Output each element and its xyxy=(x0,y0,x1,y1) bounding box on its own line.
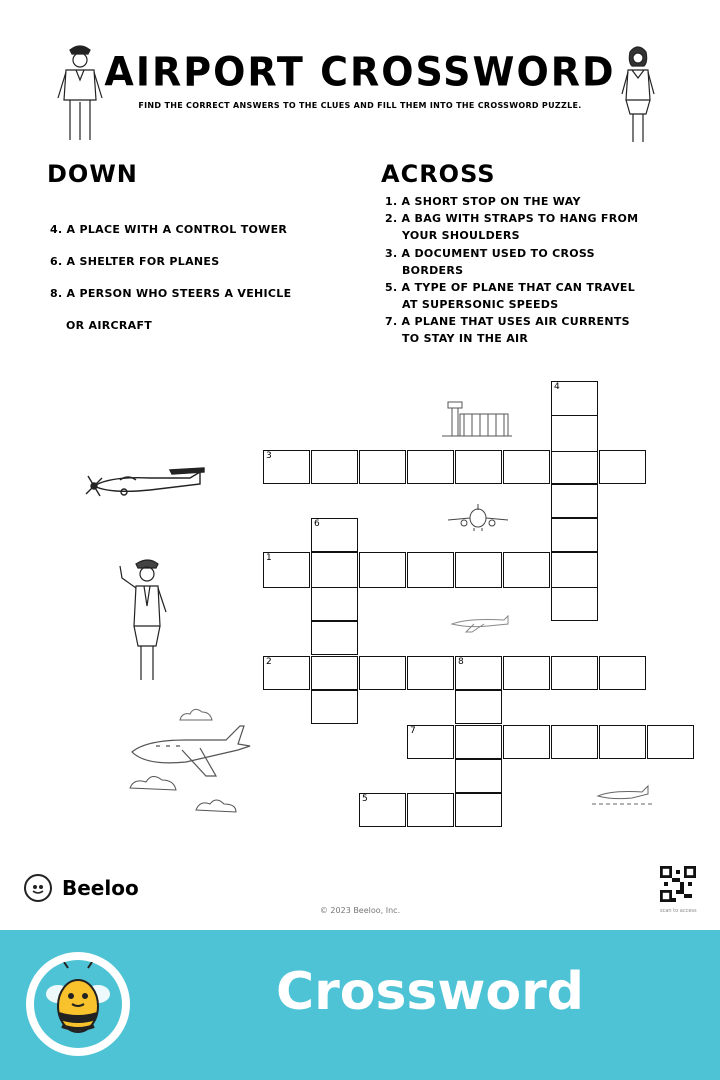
cell-across-3[interactable] xyxy=(359,450,406,484)
clue-number-6: 6 xyxy=(314,519,320,529)
bee-mascot-icon xyxy=(42,962,114,1042)
cell-across-1[interactable] xyxy=(503,552,550,588)
banner-title: Crossword xyxy=(275,962,585,1022)
clue-number-3: 3 xyxy=(266,451,272,461)
cell-across-3[interactable] xyxy=(551,450,598,484)
across-clue-7: 7. A PLANE THAT USES AIR CURRENTS TO STAY IN THE AIR xyxy=(385,315,630,345)
down-clue-8: 8. A PERSON WHO STEERS A VEHICLE xyxy=(50,287,292,300)
cell-across-3[interactable] xyxy=(263,450,310,484)
across-heading: ACROSS xyxy=(381,160,496,188)
cell-down-6[interactable] xyxy=(311,690,358,724)
cell-across-1[interactable] xyxy=(311,552,358,588)
cell-down-8[interactable] xyxy=(455,759,502,793)
cell-across-5[interactable] xyxy=(359,793,406,827)
page-title: AIRPORT CROSSWORD xyxy=(104,48,616,96)
brand-name: Beeloo xyxy=(62,876,139,900)
cell-across-7[interactable] xyxy=(455,725,502,759)
down-heading: DOWN xyxy=(47,160,138,188)
clue-number-8: 8 xyxy=(458,657,464,667)
cell-across-7[interactable] xyxy=(407,725,454,759)
across-clue-1: 1. A SHORT STOP ON THE WAY xyxy=(385,195,581,208)
cell-across-2[interactable] xyxy=(359,656,406,690)
cell-across-2[interactable] xyxy=(455,656,502,690)
cell-down-6[interactable] xyxy=(311,518,358,552)
clue-number-4: 4 xyxy=(554,382,560,392)
clue-number-5: 5 xyxy=(362,794,368,804)
down-clue-8-continued: OR AIRCRAFT xyxy=(66,319,153,332)
copyright-text: © 2023 Beeloo, Inc. xyxy=(319,906,401,915)
cell-across-2[interactable] xyxy=(503,656,550,690)
clue-number-1: 1 xyxy=(266,553,272,563)
cell-across-3[interactable] xyxy=(599,450,646,484)
clue-number-2: 2 xyxy=(266,657,272,667)
beeloo-logo-icon xyxy=(24,874,52,902)
down-clue-6: 6. A SHELTER FOR PLANES xyxy=(50,255,220,268)
qr-code[interactable] xyxy=(660,866,696,902)
cell-across-3[interactable] xyxy=(407,450,454,484)
cell-across-3[interactable] xyxy=(503,450,550,484)
cell-across-1[interactable] xyxy=(551,552,598,588)
cell-across-3[interactable] xyxy=(455,450,502,484)
down-clue-4: 4. A PLACE WITH A CONTROL TOWER xyxy=(50,223,288,236)
across-clue-5: 5. A TYPE OF PLANE THAT CAN TRAVEL AT SUPERSONIC SPEEDS xyxy=(385,281,636,311)
cell-across-1[interactable] xyxy=(263,552,310,588)
qr-label: scan to access xyxy=(660,908,697,914)
cell-across-2[interactable] xyxy=(551,656,598,690)
across-clue-2: 2. A BAG WITH STRAPS TO HANG FROM YOUR SHOULDERS xyxy=(385,212,639,242)
cell-across-1[interactable] xyxy=(407,552,454,588)
cell-across-3[interactable] xyxy=(311,450,358,484)
cell-down-4[interactable] xyxy=(551,415,598,452)
cell-down-4[interactable] xyxy=(551,587,598,621)
cell-across-7[interactable] xyxy=(647,725,694,759)
cell-across-2[interactable] xyxy=(263,656,310,690)
cell-across-7[interactable] xyxy=(503,725,550,759)
instructions: FIND THE CORRECT ANSWERS TO THE CLUES AND FILL THEM INTO THE CROSSWORD PUZZLE. xyxy=(138,101,582,110)
cell-down-4[interactable] xyxy=(551,518,598,552)
cell-across-2[interactable] xyxy=(599,656,646,690)
cell-across-1[interactable] xyxy=(359,552,406,588)
cell-down-4[interactable] xyxy=(551,484,598,518)
cell-across-1[interactable] xyxy=(455,552,502,588)
cell-down-8[interactable] xyxy=(455,690,502,724)
clue-number-7: 7 xyxy=(410,726,416,736)
cell-across-5[interactable] xyxy=(407,793,454,827)
cell-down-6[interactable] xyxy=(311,587,358,621)
cell-down-4[interactable] xyxy=(551,381,598,417)
cell-across-7[interactable] xyxy=(599,725,646,759)
across-clue-3: 3. A DOCUMENT USED TO CROSS BORDERS xyxy=(385,247,595,277)
cell-down-6[interactable] xyxy=(311,621,358,655)
cell-across-2[interactable] xyxy=(407,656,454,690)
cell-across-2[interactable] xyxy=(311,656,358,690)
cell-across-5[interactable] xyxy=(455,793,502,827)
cell-across-7[interactable] xyxy=(551,725,598,759)
